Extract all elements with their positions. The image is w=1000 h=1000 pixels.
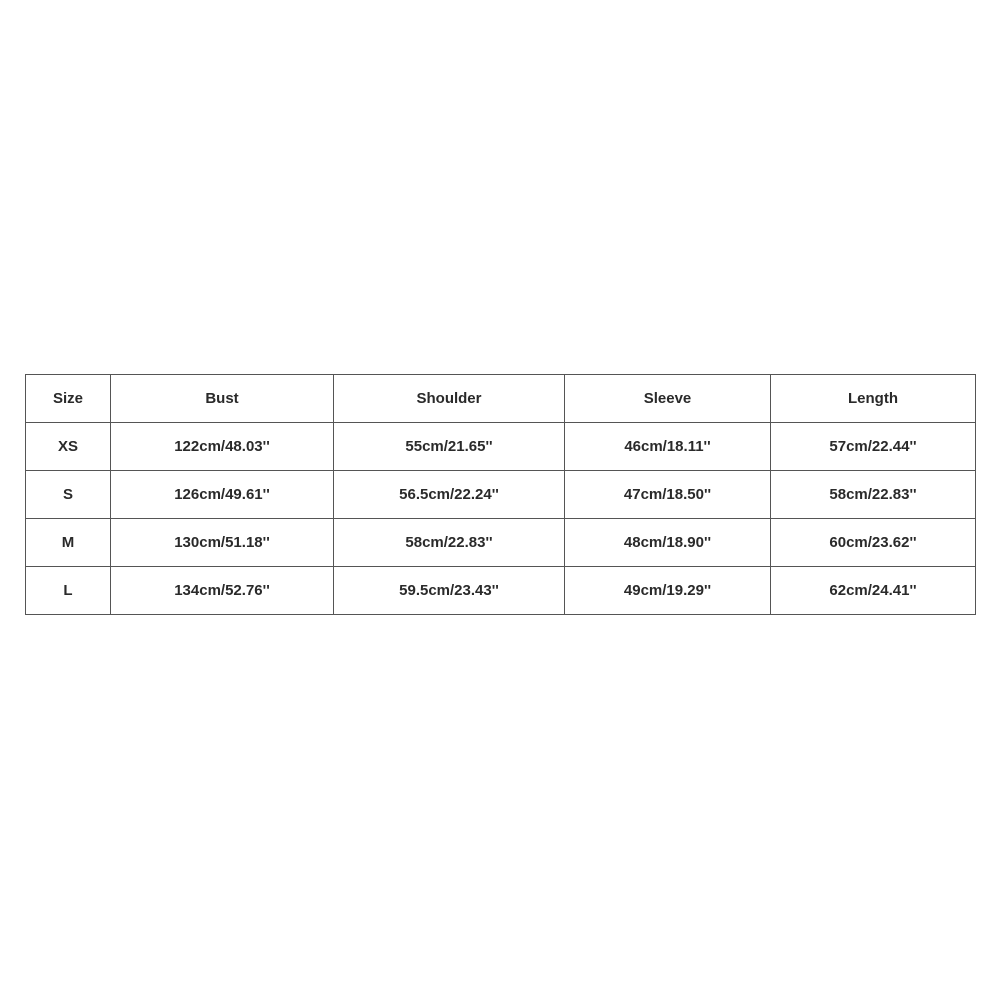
cell-size: M (26, 519, 111, 567)
cell-sleeve: 46cm/18.11'' (565, 423, 771, 471)
cell-size: XS (26, 423, 111, 471)
table-row (26, 567, 976, 615)
cell-bust: 126cm/49.61'' (111, 471, 334, 519)
cell-shoulder: 59.5cm/23.43'' (334, 567, 565, 615)
table-row (26, 423, 976, 471)
cell-length: 60cm/23.62'' (771, 519, 976, 567)
cell-bust: 130cm/51.18'' (111, 519, 334, 567)
cell-shoulder: 56.5cm/22.24'' (334, 471, 565, 519)
cell-bust: 122cm/48.03'' (111, 423, 334, 471)
cell-length: 57cm/22.44'' (771, 423, 976, 471)
cell-sleeve: 48cm/18.90'' (565, 519, 771, 567)
table-row (26, 519, 976, 567)
size-chart-table (25, 374, 976, 615)
cell-shoulder: 58cm/22.83'' (334, 519, 565, 567)
header-sleeve: Sleeve (565, 375, 771, 423)
cell-size: S (26, 471, 111, 519)
header-shoulder: Shoulder (334, 375, 565, 423)
table-header-row (26, 375, 976, 423)
cell-bust: 134cm/52.76'' (111, 567, 334, 615)
cell-shoulder: 55cm/21.65'' (334, 423, 565, 471)
cell-size: L (26, 567, 111, 615)
cell-length: 62cm/24.41'' (771, 567, 976, 615)
table-row (26, 471, 976, 519)
cell-sleeve: 49cm/19.29'' (565, 567, 771, 615)
cell-sleeve: 47cm/18.50'' (565, 471, 771, 519)
header-size: Size (26, 375, 111, 423)
cell-length: 58cm/22.83'' (771, 471, 976, 519)
header-length: Length (771, 375, 976, 423)
header-bust: Bust (111, 375, 334, 423)
